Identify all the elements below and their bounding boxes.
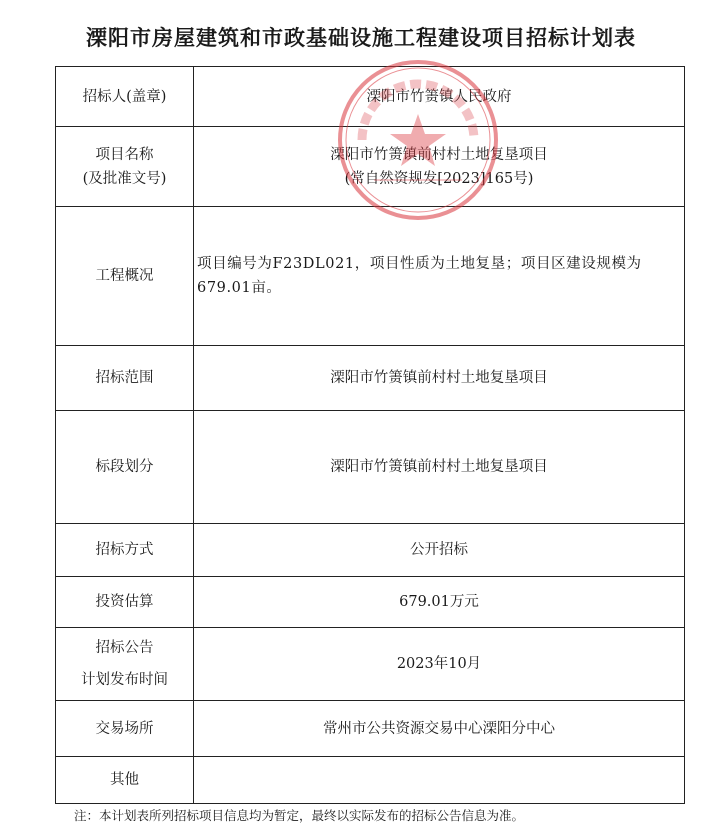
table-row <box>56 67 685 127</box>
other-value <box>194 757 685 804</box>
page-title: 溧阳市房屋建筑和市政基础设施工程建设项目招标计划表 <box>86 26 636 50</box>
overview-value: 项目编号为F23DL021，项目性质为土地复垦；项目区建设规模为679.01亩。 <box>194 207 685 346</box>
tenderer-value: 溧阳市竹箦镇人民政府 <box>194 67 685 127</box>
table-row <box>56 346 685 411</box>
tender-plan-table <box>55 66 685 804</box>
table-row <box>56 577 685 628</box>
table-row <box>56 701 685 757</box>
table-row <box>56 207 685 346</box>
venue-label: 交易场所 <box>56 701 194 757</box>
project-value <box>194 127 685 207</box>
scope-value: 溧阳市竹箦镇前村村土地复垦项目 <box>194 346 685 411</box>
announcement-label-line2: 计划发布时间 <box>81 672 168 688</box>
table-row <box>56 524 685 577</box>
venue-value: 常州市公共资源交易中心溧阳分中心 <box>194 701 685 757</box>
method-value: 公开招标 <box>194 524 685 577</box>
other-label: 其他 <box>56 757 194 804</box>
table-row <box>56 127 685 207</box>
approval-number: (常自然资规发[2023]165号) <box>344 170 534 187</box>
investment-value: 679.01万元 <box>194 577 685 628</box>
table-row <box>56 628 685 701</box>
tenderer-label: 招标人(盖章) <box>56 67 194 127</box>
project-name: 溧阳市竹箦镇前村村土地复垦项目 <box>330 146 548 163</box>
sections-label: 标段划分 <box>56 411 194 524</box>
table-row <box>56 411 685 524</box>
announcement-label <box>56 628 194 701</box>
footnote: 注：本计划表所列招标项目信息均为暂定，最终以实际发布的招标公告信息为准。 <box>74 808 525 823</box>
investment-label: 投资估算 <box>56 577 194 628</box>
overview-label: 工程概况 <box>56 207 194 346</box>
announcement-label-line1: 招标公告 <box>95 640 154 656</box>
table-row <box>56 757 685 804</box>
announcement-value: 2023年10月 <box>194 628 685 701</box>
project-label <box>56 127 194 207</box>
project-label-line2: (及批准文号) <box>82 170 167 187</box>
project-label-line1: 项目名称 <box>95 146 154 163</box>
method-label: 招标方式 <box>56 524 194 577</box>
sections-value: 溧阳市竹箦镇前村村土地复垦项目 <box>194 411 685 524</box>
scope-label: 招标范围 <box>56 346 194 411</box>
